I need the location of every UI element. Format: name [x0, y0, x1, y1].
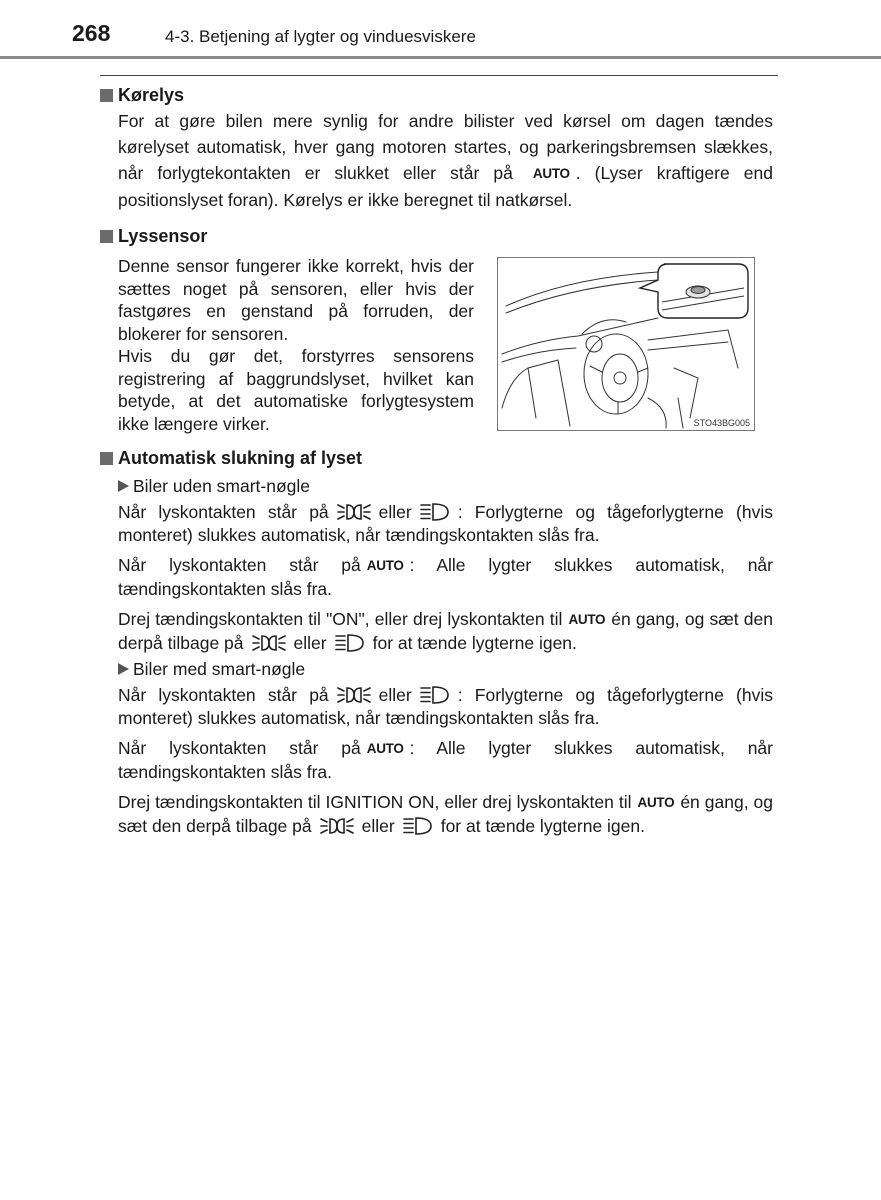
square-bullet-icon — [100, 230, 113, 243]
text-span: eller — [293, 632, 327, 653]
headlight-icon — [420, 502, 450, 522]
tail-light-icon — [252, 633, 286, 653]
text-span: eller — [361, 815, 395, 836]
text-span: Når lyskontakten står på — [118, 502, 329, 522]
g1-paragraph-1 — [118, 501, 773, 546]
triangle-bullet-icon — [118, 480, 129, 492]
text-span: Når lyskontakten står på — [118, 738, 361, 758]
subhead-med-smart-nogle — [118, 658, 773, 680]
g1-paragraph-3 — [118, 608, 773, 654]
text-span: for at tænde lygterne igen. — [372, 632, 577, 653]
headlight-icon — [335, 633, 365, 653]
auto-symbol-icon: AUTO — [568, 612, 606, 627]
section-heading-lyssensor — [100, 223, 773, 249]
text-span: Drej tændingskontakten til IGNITION ON, eller drej lyskontakten til — [118, 792, 632, 812]
auto-symbol-icon: AUTO — [366, 741, 404, 756]
subhead-label: Biler med smart-nøgle — [133, 659, 306, 679]
auto-symbol-icon: AUTO — [366, 558, 404, 573]
text-span: én gang, og sæt den derpå tilbage på — [118, 609, 773, 653]
lyssensor-block — [100, 255, 773, 435]
text-span: Drej tændingskontakten til "ON", eller drej lyskontakten til — [118, 609, 563, 629]
chapter-title: 4-3. Betjening af lygter og vinduesviskere — [165, 27, 476, 46]
section-heading-korelys — [100, 82, 773, 108]
text-span: Når lyskontakten står på — [118, 555, 361, 575]
text-span: eller — [378, 685, 412, 705]
triangle-bullet-icon — [118, 663, 129, 675]
tail-light-icon — [337, 685, 371, 705]
dashboard-illustration — [497, 257, 755, 431]
g2-paragraph-3 — [118, 791, 773, 837]
tail-light-icon — [337, 502, 371, 522]
text-span: : Alle lygter slukkes automatisk, når tændingskontakten slås fra. — [118, 738, 773, 782]
text-span: : Forlygterne og tågeforlygterne (hvis monteret) slukkes automatisk, når tændingskontakten slås fra. — [118, 685, 773, 728]
text-span: : Alle lygter slukkes automatisk, når tændingskontakten slås fra. — [118, 555, 773, 599]
header-rule — [0, 56, 881, 59]
g2-paragraph-2 — [118, 737, 773, 783]
lyssensor-paragraph-2: Hvis du gør det, forstyrres sensorens registrering af baggrundslyset, hvilket kan betyde, at det automatiske forlygtesystem ikke længere virker. — [118, 346, 474, 434]
square-bullet-icon — [100, 89, 113, 102]
text-span: Når lyskontakten står på — [118, 685, 329, 705]
section-heading-slukning — [100, 445, 773, 471]
figure-code: STO43BG005 — [693, 418, 750, 428]
dashboard-drawing-icon — [498, 258, 754, 430]
section-heading-label: Lyssensor — [118, 226, 208, 246]
section-heading-label: Automatisk slukning af lyset — [118, 448, 363, 468]
text-span: eller — [378, 502, 412, 522]
korelys-paragraph — [118, 108, 773, 213]
text-span: : Forlygterne og tågeforlygterne (hvis monteret) slukkes automatisk, når tændingskontakten slås fra. — [118, 502, 773, 545]
g1-paragraph-2 — [118, 554, 773, 600]
page-content — [100, 82, 773, 837]
subhead-label: Biler uden smart-nøgle — [133, 476, 311, 496]
section-heading-label: Kørelys — [118, 85, 185, 105]
lyssensor-text — [118, 255, 474, 435]
g2-paragraph-1 — [118, 684, 773, 729]
tail-light-icon — [320, 816, 354, 836]
page-header — [0, 0, 881, 60]
subhead-uden-smart-nogle — [118, 475, 773, 497]
headlight-icon — [403, 816, 433, 836]
headlight-icon — [420, 685, 450, 705]
auto-symbol-icon: AUTO — [637, 795, 675, 810]
text-span: én gang, og sæt den derpå tilbage på — [118, 792, 773, 836]
page-number: 268 — [72, 20, 111, 46]
square-bullet-icon — [100, 452, 113, 465]
korelys-text-1: For at gøre bilen mere synlig for andre bilister ved kørsel om dagen tændes kørelyset automatisk, hver gang motoren startes, og parkeringsbremsen slækkes, når forlygtekontakten er slukket eller står på — [118, 111, 773, 183]
auto-symbol-icon: AUTO — [532, 166, 570, 181]
section-divider — [100, 75, 778, 76]
lyssensor-paragraph-1: Denne sensor fungerer ikke korrekt, hvis der sættes noget på sensoren, eller hvis der fastgøres en genstand på forruden, der blokerer for sensoren. — [118, 256, 474, 344]
text-span: for at tænde lygterne igen. — [440, 815, 645, 836]
korelys-text-2: . (Lyser kraftigere end positionslyset foran). Kørelys er ikke beregnet til natkørsel. — [118, 163, 773, 210]
